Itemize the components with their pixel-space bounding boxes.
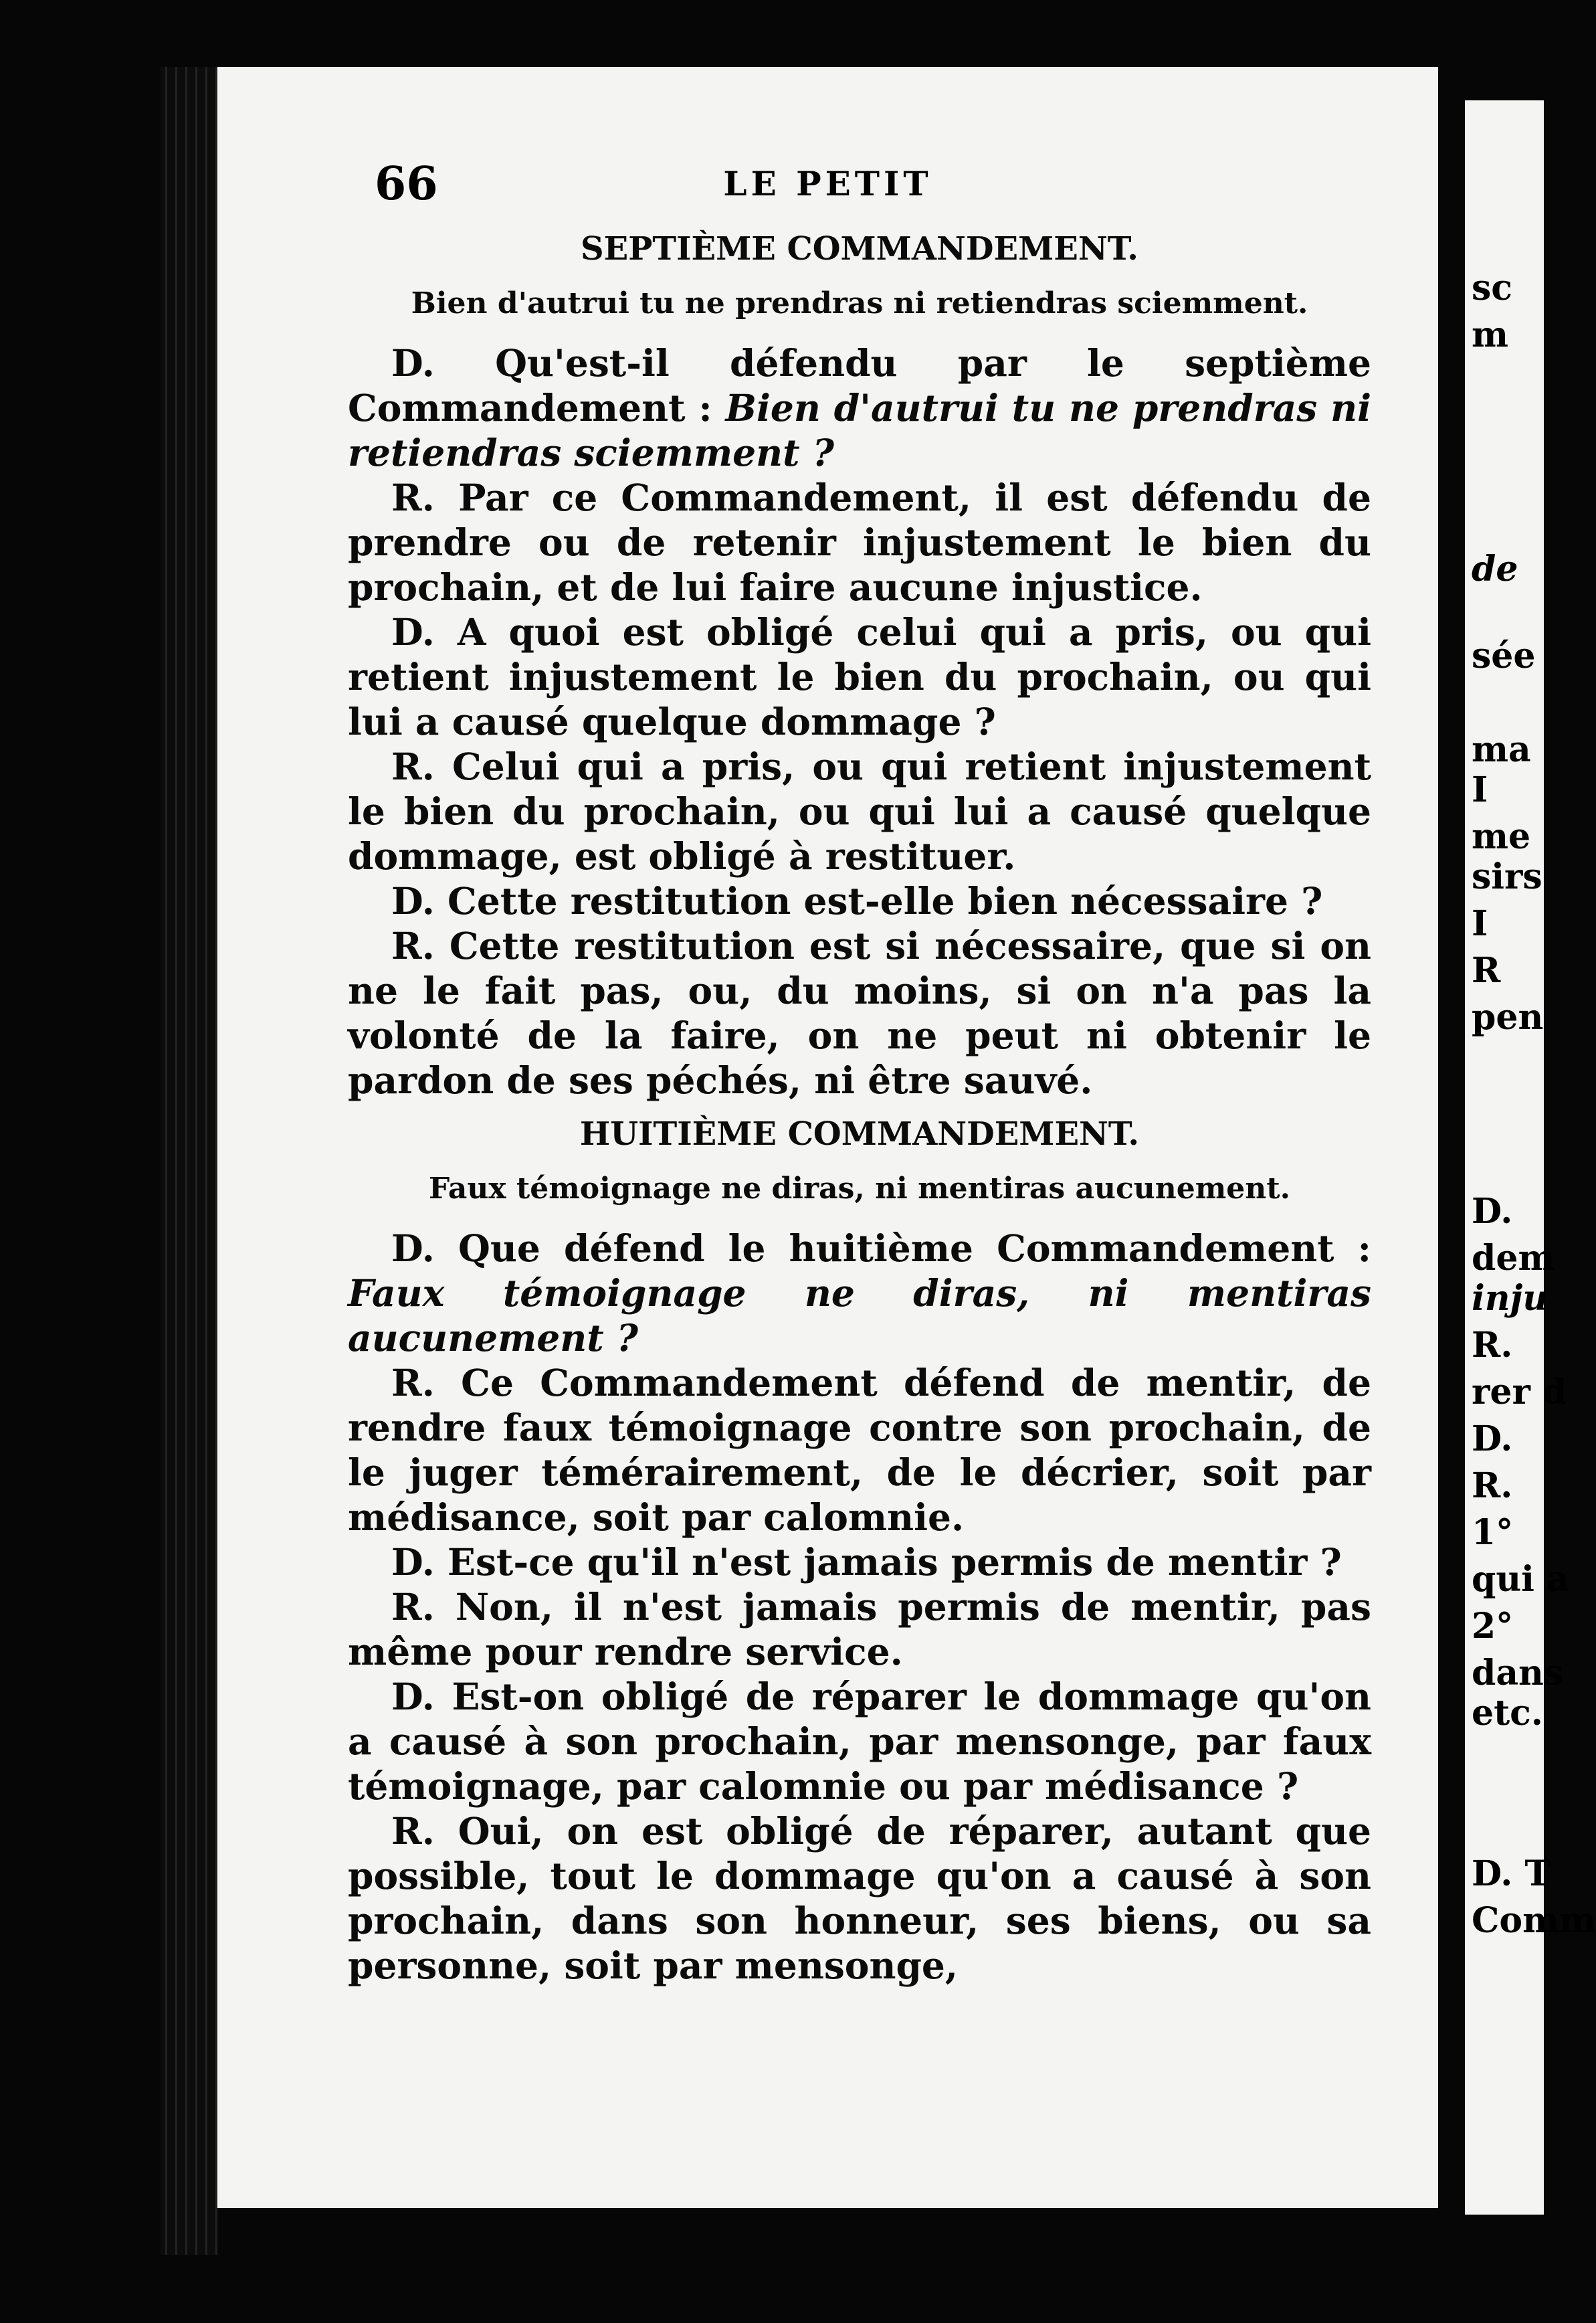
question-paragraph [348,1540,1371,1584]
qa-text: Non, il n'est jamais permis de mentir, pas même pour rendre service. [348,1585,1371,1673]
next-page-fragment: ma [1472,729,1531,770]
qa-label: D. [391,610,435,654]
qa-label: D. [391,1675,435,1718]
running-head: LE PETIT [723,164,932,203]
qa-label: D. [391,879,435,923]
next-page-fragment: D. T [1472,1853,1551,1894]
question-paragraph [348,1226,1371,1360]
book-binding [161,67,217,2255]
qa-label: D. [391,1540,435,1584]
next-page-fragment: sirs [1472,856,1542,897]
qa-text: Qu'est-il défendu par le septième Commandement : [348,341,1371,430]
answer-paragraph [348,1360,1371,1540]
section-heading: HUITIÈME COMMANDEMENT. [579,1115,1140,1153]
next-page-fragment: I [1472,903,1488,944]
next-page-fragment: de [1472,549,1518,589]
answer-paragraph [348,744,1371,878]
next-page-fragment: D. [1472,1418,1513,1459]
question-paragraph [348,341,1371,475]
section-heading: SEPTIÈME COMMANDEMENT. [581,230,1138,268]
next-page-fragment: dem [1472,1238,1555,1279]
next-page-fragment: inju [1472,1278,1549,1319]
qa-label: D. [391,1226,435,1270]
qa-text: Est-ce qu'il n'est jamais permis de mentir ? [447,1540,1342,1584]
next-page-fragment: Comm [1472,1900,1596,1941]
next-page-fragment: qui a [1472,1559,1569,1600]
next-page-fragment: D. [1472,1191,1513,1232]
next-page-fragment: sc [1472,268,1512,308]
question-paragraph [348,1674,1371,1808]
qa-text: Ce Commandement défend de mentir, de rendre faux témoignage contre son prochain, de le juger témérairement, de le décrier, soit par médisance, soit par calomnie. [348,1361,1371,1539]
qa-italic-quote: Faux témoignage ne diras, ni mentiras aucunement ? [348,1271,1371,1360]
qa-text: Cette restitution est-elle bien nécessaire ? [447,879,1323,923]
answer-paragraph [348,923,1371,1103]
next-page-fragment: me [1472,816,1531,857]
next-page-fragment: pen [1472,997,1544,1038]
page-text [348,217,1371,1988]
qa-label: R. [391,476,435,519]
qa-text: Cette restitution est si nécessaire, que si on ne le fait pas, ou, du moins, si on n'a pas la volonté de la faire, on ne peut ni obtenir le pardon de ses péchés, ni être sauvé. [348,924,1371,1102]
qa-italic-quote: Bien d'autrui tu ne prendras ni retiendras sciemment ? [348,386,1371,474]
qa-label: R. [391,1585,435,1629]
next-page-fragment: 1° [1472,1512,1514,1553]
next-page-fragment: R [1472,950,1501,991]
next-page-fragment: I [1472,769,1488,810]
page-number: 66 [375,157,438,211]
commandment-text: Bien d'autrui tu ne prendras ni retiendras sciemment. [411,286,1308,320]
qa-label: R. [391,745,435,788]
next-page-fragment: m [1472,314,1509,355]
next-page-fragment: dans [1472,1653,1564,1693]
qa-text: Par ce Commandement, il est défendu de prendre ou de retenir injustement le bien du prochain, et de lui faire aucune injustice. [348,476,1371,609]
next-page-fragment: etc. [1472,1693,1543,1734]
question-paragraph [348,610,1371,744]
qa-text: Est-on obligé de réparer le dommage qu'on a causé à son prochain, par mensonge, par faux témoignage, par calomnie ou par médisance ? [348,1675,1371,1808]
next-page-fragment: rer d [1472,1372,1567,1412]
answer-paragraph [348,1808,1371,1988]
commandment-text: Faux témoignage ne diras, ni mentiras aucunement. [429,1172,1290,1206]
next-page-fragment: 2° [1472,1606,1514,1647]
qa-label: R. [391,924,435,967]
qa-text: Celui qui a pris, ou qui retient injustement le bien du prochain, ou qui lui a causé quelque dommage, est obligé à restituer. [348,745,1371,878]
question-paragraph [348,878,1371,923]
book-page [217,67,1438,2208]
qa-text: Oui, on est obligé de réparer, autant que possible, tout le dommage qu'on a causé à son prochain, dans son honneur, ses biens, ou sa personne, soit par mensonge, [348,1809,1371,1987]
next-page-edge [1465,100,1596,2215]
qa-label: D. [391,341,435,385]
answer-paragraph [348,475,1371,610]
answer-paragraph [348,1584,1371,1674]
qa-label: R. [391,1809,435,1853]
qa-text: A quoi est obligé celui qui a pris, ou qui retient injustement le bien du prochain, ou qui lui a causé quelque dommage ? [348,610,1371,743]
qa-label: R. [391,1361,435,1404]
next-page-fragment: sée [1472,636,1536,676]
next-page-fragment: R. [1472,1325,1513,1366]
qa-text: Que défend le huitième Commandement : [458,1226,1371,1270]
next-page-fragment: R. [1472,1465,1513,1506]
